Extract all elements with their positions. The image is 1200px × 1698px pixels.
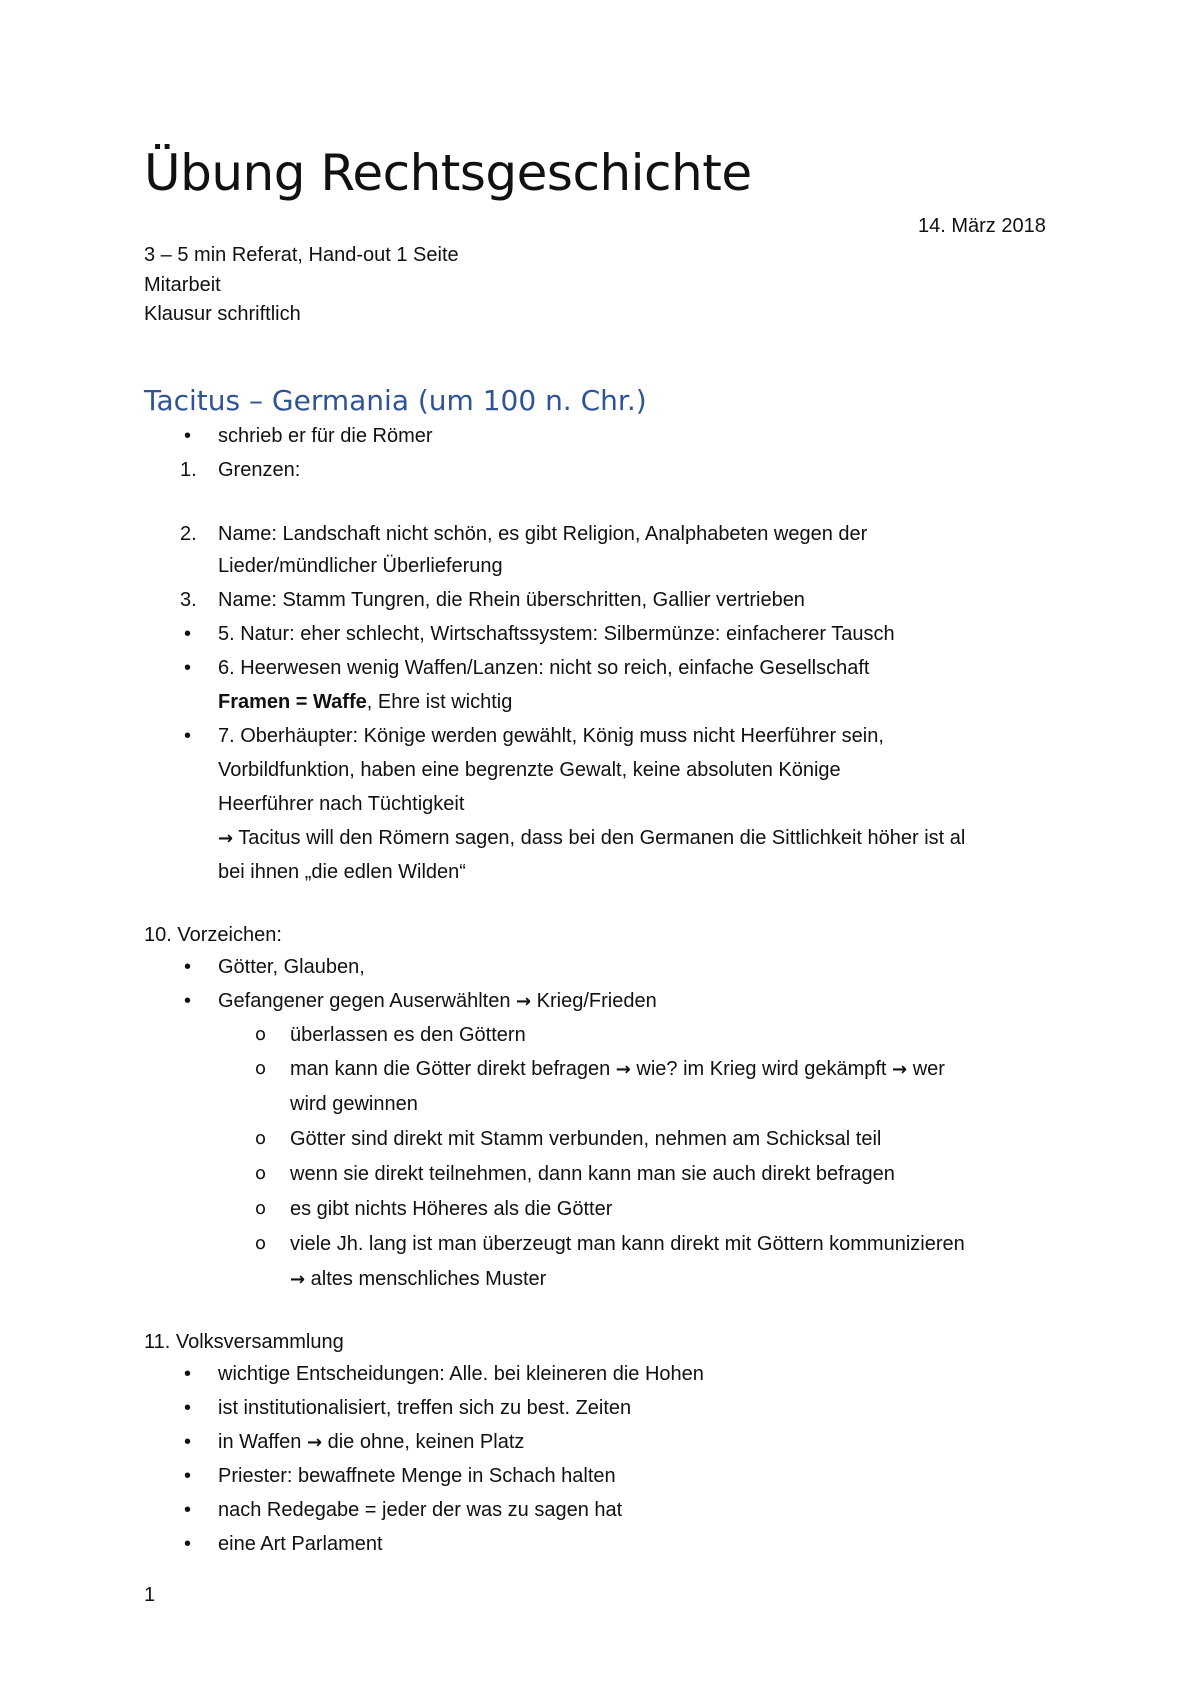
bullet-icon: • bbox=[184, 1363, 192, 1385]
bullet-icon: • bbox=[184, 956, 192, 978]
page-number: 1 bbox=[144, 1584, 156, 1606]
course-requirements bbox=[144, 241, 459, 330]
arrow-right-icon: → bbox=[615, 1059, 631, 1080]
bullet-icon: • bbox=[184, 623, 192, 645]
circle-bullet-icon: o bbox=[255, 1163, 267, 1184]
requirement-mitarbeit: Mitarbeit bbox=[144, 273, 221, 296]
section-heading: Tacitus – Germania (um 100 n. Chr.) bbox=[144, 384, 647, 417]
list-number: 1. bbox=[180, 459, 197, 481]
bullet-icon: • bbox=[184, 425, 192, 447]
arrow-right-icon: → bbox=[516, 991, 532, 1012]
bullet-icon: • bbox=[184, 1465, 192, 1487]
document-title: Übung Rechtsgeschichte bbox=[144, 144, 752, 202]
arrow-right-icon: → bbox=[306, 1432, 323, 1453]
circle-bullet-icon: o bbox=[255, 1024, 267, 1045]
circle-bullet-icon: o bbox=[255, 1058, 267, 1079]
document-date: 14. März 2018 bbox=[918, 215, 1046, 237]
bold-term: Framen = Waffe bbox=[218, 691, 367, 713]
bullet-icon: • bbox=[184, 1533, 192, 1555]
subsection-heading-volksversammlung: 11. Volksversammlung bbox=[144, 1331, 344, 1353]
circle-bullet-icon: o bbox=[255, 1128, 267, 1149]
circle-bullet-icon: o bbox=[255, 1198, 267, 1219]
bullet-icon: • bbox=[184, 725, 192, 747]
requirement-referat: 3 – 5 min Referat, Hand-out 1 Seite bbox=[144, 244, 459, 266]
arrow-right-icon: → bbox=[290, 1269, 306, 1290]
list-number: 3. bbox=[180, 589, 197, 611]
bullet-icon: • bbox=[184, 1499, 192, 1521]
requirement-klausur: Klausur schriftlich bbox=[144, 303, 301, 325]
bullet-icon: • bbox=[184, 657, 192, 679]
subsection-heading-vorzeichen: 10. Vorzeichen: bbox=[144, 924, 282, 946]
bullet-icon: • bbox=[184, 1431, 192, 1453]
circle-bullet-icon: o bbox=[255, 1233, 267, 1254]
bullet-icon: • bbox=[184, 990, 192, 1012]
bullet-icon: • bbox=[184, 1397, 192, 1419]
arrow-right-icon: → bbox=[892, 1059, 908, 1080]
list-number: 2. bbox=[180, 523, 197, 545]
arrow-right-icon: → bbox=[218, 828, 234, 849]
